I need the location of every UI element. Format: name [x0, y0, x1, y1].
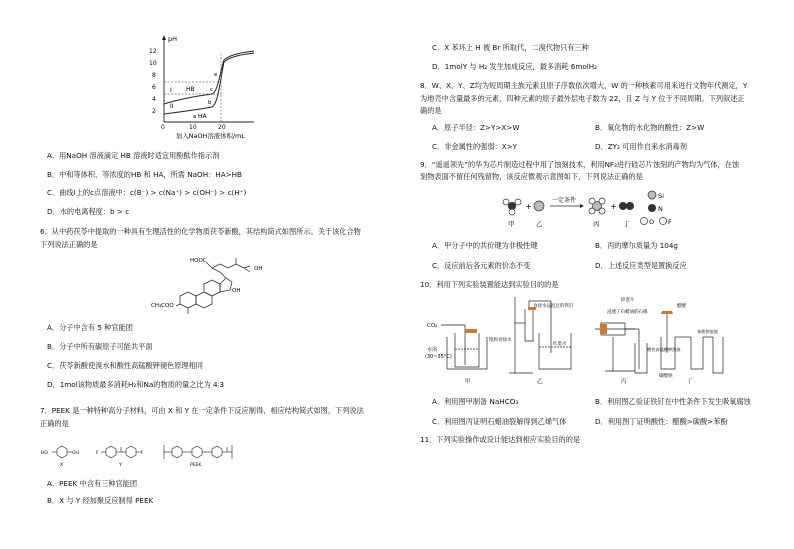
q8-stem-line1: 8．W、X、Y、Z均为短周期主族元素且原子序数依次增大，W 的一种核素可用来进行文物年代测定，Y	[420, 81, 748, 90]
legend-si: Si	[658, 192, 664, 200]
y-tick: 8	[152, 72, 156, 79]
q10-option-d: D．利用图丁证明酸性：醋酸>碳酸>苯酚	[595, 417, 728, 426]
y-axis-label: pH	[168, 35, 178, 43]
point-label-e: e	[214, 72, 218, 78]
q9-stem-line2: 刻物表面不留任何残留物，该反应微观示意图如下，下列说法正确的是	[420, 172, 643, 181]
species-bing: 丙	[593, 220, 600, 228]
ph-titration-chart	[146, 32, 286, 142]
q8-option-c: C．非金属性的强弱：X>Y	[432, 142, 518, 151]
label-paraffin: 浸透了石蜡油的石棉	[607, 310, 648, 315]
label-oh: OH	[72, 451, 79, 456]
q6-option-a: A．分子中含有 5 种官能团	[47, 323, 133, 332]
q7-stem-line1: 7．PEEK 是一种特种高分子材料，可由 X 和 Y 在一定条件下反应制得，相应结构简式如图，下列说法	[40, 406, 364, 415]
species-ding: 丁	[623, 220, 630, 228]
y-tick: 2	[152, 108, 156, 115]
q6-option-c: C．茯苓新酸使溴水和酸性高锰酸钾褪色原理相同	[47, 361, 203, 370]
label-ch3cooc: CH₃COO	[151, 303, 174, 309]
label-f1: F	[96, 451, 99, 456]
q6-stem-line2: 下列说法正确的是	[40, 240, 98, 249]
label-na2co3: 碳酸钠	[659, 374, 673, 379]
q8-option-a: A．原子半径：Z>Y>X>W	[432, 123, 520, 132]
q6-option-b: B．分子中所有碳原子可能共平面	[47, 342, 153, 351]
y-tick: 12	[149, 48, 157, 55]
x-tick: 0	[161, 124, 165, 131]
label-f2: F	[141, 451, 144, 456]
label-hooc: HOOC	[190, 258, 207, 264]
q10-option-b: B．利用图乙验证铁钉在中性条件下发生吸氧腐蚀	[595, 397, 751, 406]
q5-option-c: C．曲线Ⅰ上的c点溶液中：c(B⁻) > c(Na⁺) > c(OH⁻) > c(H⁺)	[47, 188, 247, 197]
q9-option-d: D．上述反应类型是置换反应	[595, 261, 687, 270]
point-label-a: a	[193, 114, 197, 120]
curve-hb	[164, 51, 254, 104]
label-soaked-nail: 食盐水浸泡过的铁钉	[533, 304, 574, 309]
legend-o: O	[649, 218, 655, 226]
curve-label-ii: II	[170, 103, 174, 110]
reaction-condition: 一定条件	[552, 197, 577, 204]
label-y: Y	[119, 463, 122, 468]
point-label-c: c	[210, 87, 214, 93]
poria-acid-structure	[150, 252, 270, 316]
q9-option-c: C．反应前后各元素的价态不变	[432, 261, 531, 270]
q7-stem-line2: 正确的是	[40, 419, 69, 428]
q9-option-b: B．丙的摩尔质量为 104g	[595, 241, 678, 250]
peek-structures	[40, 440, 270, 468]
species-yi: 乙	[536, 220, 543, 228]
legend-f: F	[668, 218, 672, 226]
q7-option-a: A．PEEK 中含有三种官能团	[47, 479, 138, 488]
label-kmno4: 酸性高锰酸钾溶液	[647, 347, 681, 352]
lab-apparatus-diagrams	[425, 293, 725, 385]
label-temp: (30~35°C)	[425, 354, 452, 360]
species-jia: 甲	[508, 220, 515, 228]
q6-stem-line1: 6．从中药茯苓中提取的一种具有生理活性的化学物质茯苓新酸，其结构简式如图所示。关于该化合物	[40, 227, 361, 236]
q9-option-a: A．甲分子中的共价键为非极性键	[432, 241, 538, 250]
q8-stem-line3: 确的是	[420, 106, 442, 115]
curve-label-ha: HA	[198, 113, 207, 120]
q5-option-b: B．中和等体积、等浓度的HB 和 HA，所需 NaOH：HA>HB	[47, 170, 242, 179]
q8-option-d: D．ZY₂ 可用作自来水消毒剂	[595, 142, 687, 151]
etching-reaction-diagram	[500, 186, 680, 230]
q7-option-c: C．X 苯环上 H 被 Br 所取代，二溴代物只有三种	[432, 43, 589, 52]
label-oh-top: OH	[254, 266, 263, 272]
label-jia: 甲	[465, 379, 471, 385]
curve-label-hb: HB	[186, 86, 195, 93]
svg-text:+: +	[525, 202, 532, 211]
q10-option-a: A．利用图甲制备 NaHCO₃	[432, 397, 519, 406]
label-acetic-acid: 醋酸	[677, 304, 686, 309]
label-water-bath: 水浴	[427, 347, 438, 353]
x-tick: 20	[218, 124, 226, 131]
y-tick: 6	[152, 84, 156, 91]
svg-text:+: +	[610, 202, 617, 211]
label-ho: HO	[41, 451, 48, 456]
y-tick: 4	[152, 96, 156, 103]
label-x: X	[60, 463, 64, 468]
q8-stem-line2: 为地壳中含量最多的元素，四种元素的原子最外层电子数为 22，且 Z 与 Y 位于不同周期。下列叙述正	[420, 94, 745, 103]
label-sat-brine: 饱和食盐水	[489, 338, 512, 343]
label-oh-mid: OH	[232, 288, 241, 294]
q10-option-c: C．利用图丙证明石蜡油裂解得到乙烯气体	[432, 417, 567, 426]
q9-stem-line1: 9．“遥遥领先”的华为芯片制造过程中用了蚀刻技术，利用NF₃进行硅芯片蚀刻的产物均为气体，在蚀	[420, 160, 740, 169]
x-tick: 10	[189, 124, 197, 131]
legend-n: N	[658, 205, 663, 213]
q7-option-b: B．X 与 Y 经加聚反应制得 PEEK	[47, 496, 154, 505]
q6-option-d: D．1mol该物质最多消耗H₂和Na的物质的量之比为 4∶3	[47, 380, 225, 389]
q10-stem: 10．利用下列实验装置能达到实验目的的是	[420, 280, 559, 289]
label-red-ink: 红墨水	[553, 342, 567, 347]
q8-option-b: B．氧化物的水化物的酸性：Z>W	[595, 123, 705, 132]
q7-option-d: D．1molY 与 H₂ 发生加成反应，最多消耗 6molH₂	[432, 62, 598, 71]
label-peek: PEEK	[190, 463, 202, 468]
label-co2: CO₂	[427, 323, 438, 329]
point-label-b: b	[208, 100, 212, 106]
q5-option-d: D．水的电离程度：b > c	[47, 207, 130, 216]
label-bing: 丙	[621, 379, 627, 385]
label-phenoxide: 苯酚钠溶液	[697, 329, 718, 334]
y-tick: 10	[149, 60, 157, 67]
label-ding: 丁	[687, 379, 693, 385]
label-porcelain: 碎瓷片	[621, 298, 635, 303]
q11-stem: 11．下列实验操作或设计能达到相应实验目的的是	[420, 435, 581, 444]
label-yi: 乙	[537, 379, 543, 385]
curve-label-i: I	[170, 87, 172, 94]
x-axis-label: 加入NaOH溶液体积/mL	[176, 132, 245, 140]
q5-option-a: A．用NaOH 溶液滴定 HB 溶液时适宜用酚酞作指示剂	[47, 151, 220, 160]
